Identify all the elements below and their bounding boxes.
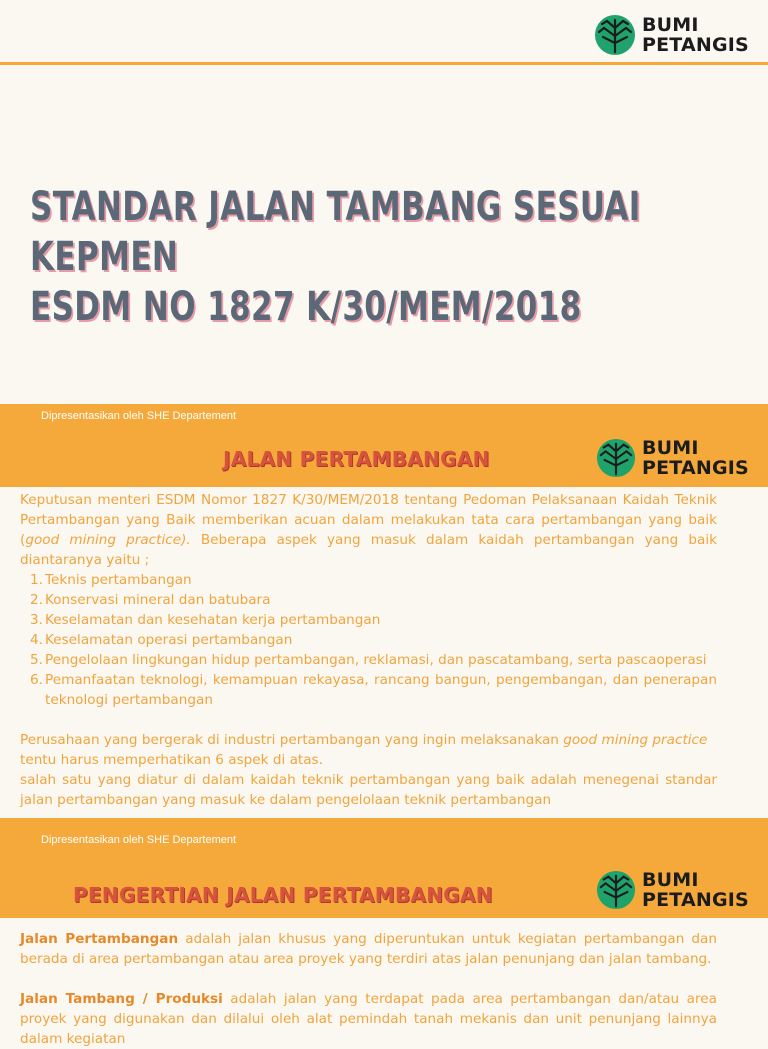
intro-text-b: Beberapa aspek yang masuk dalam kaidah pertambangan yang baik diantaranya yaitu ; — [20, 532, 717, 568]
list-item — [20, 630, 717, 650]
list-text: Keselamatan dan kesehatan kerja pertambangan — [45, 612, 381, 628]
list-number: 5. — [30, 652, 43, 668]
definition-1-text: adalah jalan khusus yang diperuntukan untuk kegiatan pertambangan dan berada di area pertambangan atau area proyek yang terdiri atas jalan penunjang dan jalan tambang. — [20, 931, 717, 967]
brand-logo — [596, 870, 749, 910]
brand-line2: PETANGIS — [642, 34, 749, 56]
list-number: 6. — [30, 672, 43, 688]
spacer — [20, 710, 717, 730]
presenter-caption: Dipresentasikan oleh SHE Departement — [41, 410, 237, 422]
definition-2-text: adalah jalan yang terdapat pada area pertambangan dan/atau area proyek yang digunakan dan dilalui oleh alat pemindah tanah mekanis dan unit penunjang lainnya dalam kegiatan — [20, 991, 717, 1047]
section-heading: JALAN PERTAMBANGAN — [223, 447, 490, 471]
tree-circle-icon — [596, 870, 636, 910]
intro-italic: good mining practice). — [25, 532, 191, 548]
practice-text-a: Perusahaan yang bergerak di industri pertambangan yang ingin melaksanakan — [20, 732, 564, 748]
brand-line1: BUMI — [642, 869, 699, 891]
standard-paragraph: salah satu yang diatur di dalam kaidah teknik pertambangan yang baik adalah menegenai standar jalan pertambangan yang masuk ke dalam pengelolaan teknik pertambangan — [20, 772, 717, 808]
spacer — [20, 969, 717, 989]
brand-line2: PETANGIS — [642, 889, 749, 911]
term-1: Jalan Pertambangan — [20, 931, 179, 947]
definition-2 — [20, 989, 717, 1049]
list-number: 4. — [30, 632, 43, 648]
presenter-caption: Dipresentasikan oleh SHE Departement — [41, 834, 237, 846]
list-item — [20, 590, 717, 610]
practice-italic: good mining practice — [563, 732, 708, 748]
header-divider — [0, 62, 768, 65]
brand-name — [642, 438, 749, 478]
list-item — [20, 670, 717, 710]
slide3-body — [20, 929, 717, 1047]
list-item — [20, 610, 717, 630]
intro-paragraph — [20, 490, 717, 570]
section-band-2 — [0, 818, 768, 918]
title-line2: ESDM NO 1827 K/30/MEM/2018 — [30, 284, 582, 330]
list-text: Pemanfaatan teknologi, kemampuan rekayasa, rancang bangun, pengembangan, dan penerapan teknologi pertambangan — [45, 672, 717, 708]
definition-1 — [20, 929, 717, 969]
list-text: Konservasi mineral dan batubara — [45, 592, 271, 608]
title-line1: STANDAR JALAN TAMBANG SESUAI KEPMEN — [30, 184, 641, 280]
brand-logo — [594, 14, 749, 56]
aspect-list — [20, 570, 717, 710]
list-text: Teknis pertambangan — [45, 572, 192, 588]
list-text: Pengelolaan lingkungan hidup pertambangan, reklamasi, dan pascatambang, serta pascaoperasi — [45, 652, 707, 668]
brand-line1: BUMI — [642, 14, 699, 36]
list-text: Keselamatan operasi pertambangan — [45, 632, 293, 648]
brand-name — [642, 15, 749, 55]
brand-name — [642, 870, 749, 910]
term-2: Jalan Tambang / Produksi — [20, 991, 223, 1007]
list-item — [20, 650, 717, 670]
list-item — [20, 570, 717, 590]
practice-text-b: tentu harus memperhatikan 6 aspek di atas. — [20, 752, 323, 768]
tree-circle-icon — [596, 438, 636, 478]
list-number: 2. — [30, 592, 43, 608]
section-heading: PENGERTIAN JALAN PERTAMBANGAN — [73, 883, 493, 907]
page-title — [30, 182, 649, 332]
brand-line2: PETANGIS — [642, 457, 749, 479]
brand-line1: BUMI — [642, 437, 699, 459]
practice-paragraph — [20, 730, 717, 770]
intro-text-a: Keputusan menteri ESDM Nomor 1827 K/30/MEM/2018 tentang Pedoman Pelaksanaan Kaidah Teknik Pertambangan yang Baik memberikan acuan dalam melakukan tata cara pertambangan yang baik ( — [20, 492, 717, 548]
section-band-1 — [0, 404, 768, 487]
slide2-body — [20, 490, 717, 810]
brand-logo — [596, 438, 749, 478]
list-number: 3. — [30, 612, 43, 628]
tree-circle-icon — [594, 14, 636, 56]
title-slide — [0, 0, 768, 404]
list-number: 1. — [30, 572, 43, 588]
